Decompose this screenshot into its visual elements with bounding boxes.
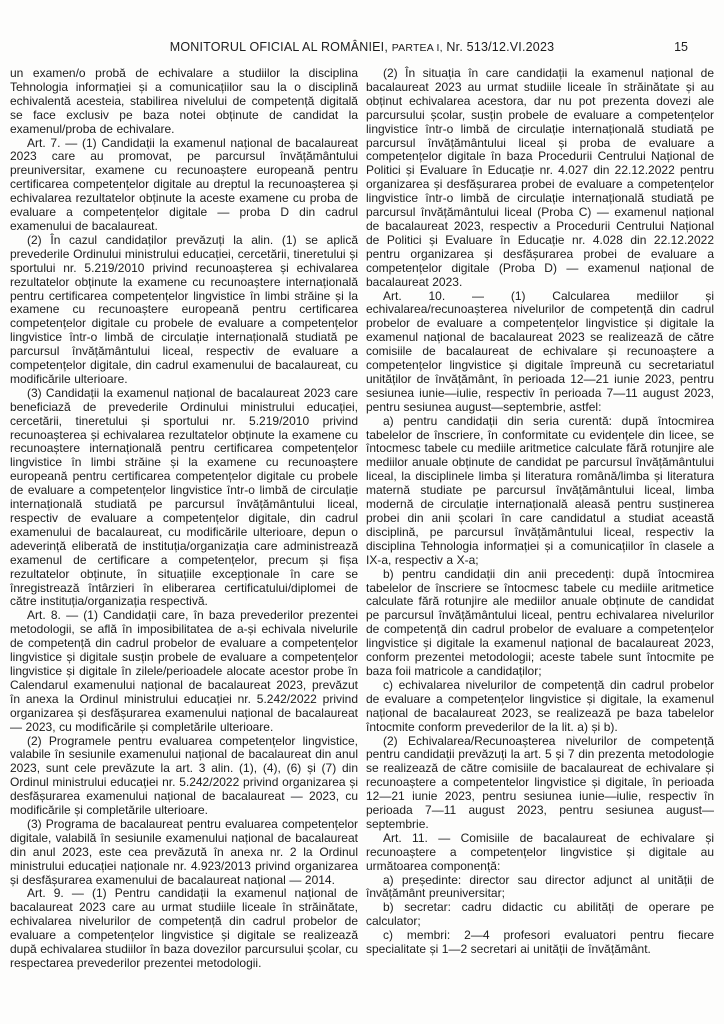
page-number: 15 — [674, 40, 688, 54]
paragraph: Art. 7. — (1) Candidații la examenul național de bacalaureat 2023 care au promovat, pe parcursul învățământului preuniversitar, examene cu recunoaștere europeană pentru certificarea competențelor digitale au dreptul la recunoașterea și echivalarea rezultatelor obținute la aceste examene cu proba de evaluare a competențelor digitale — proba D din cadrul examenului de bacalaureat. — [10, 135, 358, 233]
journal-title-main: MONITORUL OFICIAL AL ROMÂNIEI, — [169, 40, 389, 54]
journal-title — [0, 40, 724, 54]
paragraph: Art. 8. — (1) Candidații care, în baza prevederilor prezentei metodologii, se află în imposibilitatea de a-și echivala nivelurile de competență din cadrul probelor de evaluare a competențelor lingvistice și digitale susțin probele de evaluare a competențelor lingvistice și digitale în zilele/perioadele alocate acestor probe în Calendarul examenului național de bacalaureat 2023, prevăzut în anexa la Ordinul ministrului educației nr. 5.242/2022 privind organizarea și desfășurarea examenului național de bacalaureat — 2023, cu modificările și completările ulterioare. — [10, 608, 358, 734]
text-column-left — [10, 67, 358, 971]
paragraph: c) echivalarea nivelurilor de competență din cadrul probelor de evaluare a competențelor lingvistice și digitale, la examenul național de bacalaureat 2023, se realizează pe baza tabelelor întocmite conform prevederilor de la lit. a) și b). — [366, 677, 714, 734]
journal-title-issue: Nr. 513/12.VI.2023 — [446, 40, 555, 54]
paragraph: Art. 9. — (1) Pentru candidații la examenul național de bacalaureat 2023 care au urmat studiile liceale în străinătate, echivalarea nivelurilor de competență din cadrul probelor de evaluare a competențelor lingvistice și digitale se realizează după echivalarea studiilor în baza dovezilor parcursului școlar, cu respectarea prevederilor prezentei metodologii. — [10, 886, 358, 970]
text-column-right — [366, 67, 714, 971]
paragraph: (2) Echivalarea/Recunoașterea nivelurilor de competență pentru candidații prevăzuți la art. 5 și 7 din prezenta metodologie se realizează de către comisiile de bacalaureat de echivalare și recunoaștere a competentelor lingvistice și digitale, în perioada 12—21 iunie 2023, pentru sesiunea iunie—iulie, respectiv în perioada 7—11 august 2023, pentru sesiunea august—septembrie. — [366, 733, 714, 831]
paragraph: (2) Programele pentru evaluarea competențelor lingvistice, valabile în sesiunile examenului național de bacalaureat din anul 2023, sunt cele prevăzute la art. 3 alin. (1), (4), (6) și (7) din Ordinul ministrului educației nr. 5.242/2022 privind organizarea și desfășurarea examenului național de bacalaureat — 2023, cu modificările și completările ulterioare. — [10, 733, 358, 818]
paragraph: Art. 10. — (1) Calcularea mediilor și echivalarea/recunoașterea nivelurilor de competență din cadrul probelor de evaluare a competențelor lingvistice și digitale la examenul național de bacalaureat 2023 se realizează de către comisiile de bacalaureat de echivalare și recunoaștere a competențelor lingvistice și digitale împreună cu secretariatul unităților de învățământ, în perioada 12—21 iunie 2023, pentru sesiunea iunie—iulie, respectiv în perioada 7—11 august 2023, pentru sesiunea august—septembrie, astfel: — [366, 288, 714, 414]
paragraph: (3) Candidații la examenul național de bacalaureat 2023 care beneficiază de prevederile Ordinului ministrului educației, cercetării, tineretului și sportului nr. 5.219/2010 privind recunoașterea și echivalarea rezultatelor obținute la examene cu recunoaștere internațională pentru certificarea competențelor lingvistice în limbi străine și la examene cu recunoaștere europeană pentru certificarea competențelor digitale cu probele de evaluare a competențelor lingvistice într-o limbă de circulație internațională studiată pe parcursul învățământului liceal, respectiv de evaluare a competențelor digitale, din cadrul examenului de bacalaureat, cu modificările ulterioare, depun o adeverință eliberată de instituția/organizația care administrează examenul de certificare a competențelor, precum și fișa rezultatelor obținute, în situațiile excepționale în care se înregistrează întârzieri în eliberarea certificatului/diplomei de către instituția/organizația respectivă. — [10, 385, 358, 609]
paragraph: b) secretar: cadru didactic cu abilități de operare pe calculator; — [366, 900, 714, 929]
paragraph: b) pentru candidații din anii precedenți: după întocmirea tabelelor de înscriere se întocmesc tabele cu mediile aritmetice calculate fără rotunjire ale mediilor anuale obținute de candidat pe parcursul învățământului liceal, pentru echivalarea nivelurilor de competență din cadrul probelor de evaluare a competențelor lingvistice și digitale la examenul național de bacalaureat 2023, conform prezentei metodologii; aceste tabele sunt întocmite pe baza foii matricole a candidaților; — [366, 566, 714, 678]
paragraph: Art. 11. — Comisiile de bacalaureat de echivalare și recunoaștere a competențelor lingvistice și digitale au următoarea componență: — [366, 830, 714, 873]
paragraph: c) membri: 2—4 profesori evaluatori pentru fiecare specialitate și 1—2 secretari ai unității de învățământ. — [366, 928, 714, 957]
paragraph: a) președinte: director sau director adjunct al unității de învățământ preuniversitar; — [366, 872, 714, 901]
article-body — [10, 67, 714, 971]
paragraph: un examen/o probă de echivalare a studiilor la disciplina Tehnologia informației și a comunicațiilor sau la o disciplină echivalentă acesteia, stabilirea nivelului de competență digitală se face exclusiv pe baza notei obținute de candidat la examenul/proba de echivalare. — [10, 66, 358, 136]
paragraph: (2) În cazul candidaților prevăzuți la alin. (1) se aplică prevederile Ordinului ministrului educației, cercetării, tineretului și sportului nr. 5.219/2010 privind recunoașterea și echivalarea rezultatelor obținute la examene cu recunoaștere internațională pentru certificarea competențelor lingvistice în limbi străine și la examene cu recunoaștere europeană pentru certificarea competențelor digitale cu probele de evaluare a competențelor lingvistice într-o limbă de circulație internațională studiată pe parcursul învățământului liceal, respectiv de evaluare a competențelor digitale, din cadrul examenului de bacalaureat, cu modificările ulterioare. — [10, 232, 358, 386]
journal-title-part: PARTEA I, — [391, 42, 443, 54]
paragraph: (2) În situația în care candidații la examenul național de bacalaureat 2023 au urmat studiile liceale în străinătate și au obținut echivalarea acestora, dar nu pot prezenta dovezi ale parcursului școlar, susțin probele de evaluare a competențelor lingvistice într-o limbă de circulație internațională studiată pe parcursul învățământului liceal și proba de evaluare a competențelor digitale în baza Procedurii Centrului Național de Politici și Evaluare în Educație nr. 4.027 din 22.12.2022 pentru organizarea și desfășurarea probei de evaluare a competențelor lingvistice într-o limbă de circulație internațională studiată pe parcursul învățământului liceal (Proba C) — examenul național de bacalaureat 2023, respectiv a Procedurii Centrului Național de Politici și Evaluare în Educație nr. 4.028 din 22.12.2022 pentru organizarea și desfășurarea probei de evaluare a competențelor digitale (Proba D) — examenul național de bacalaureat 2023. — [366, 66, 714, 289]
paragraph: a) pentru candidații din seria curentă: după întocmirea tabelelor de înscriere, în conformitate cu evidențele din licee, se întocmesc tabele cu mediile aritmetice calculate fără rotunjire ale mediilor anuale obținute de candidat pe parcursul învățământului liceal, la disciplinele limba și literatura română/limba și literatura maternă studiate pe parcursul învățământului liceal, limba modernă de circulație internațională aleasă pentru susținerea probei din anii școlari în care candidatul a studiat această disciplină, pe parcursul învățământului liceal, respectiv la disciplina Tehnologia informației și a comunicațiilor în clasele a IX-a, respectiv a X-a; — [366, 413, 714, 567]
page-header — [0, 40, 724, 56]
paragraph: (3) Programa de bacalaureat pentru evaluarea competențelor digitale, valabilă în sesiunile examenului național de bacalaureat din anul 2023, este cea prevăzută în anexa nr. 2 la Ordinul ministrului educației naționale nr. 4.923/2013 privind organizarea și desfășurarea examenului de bacalaureat național — 2014. — [10, 816, 358, 887]
